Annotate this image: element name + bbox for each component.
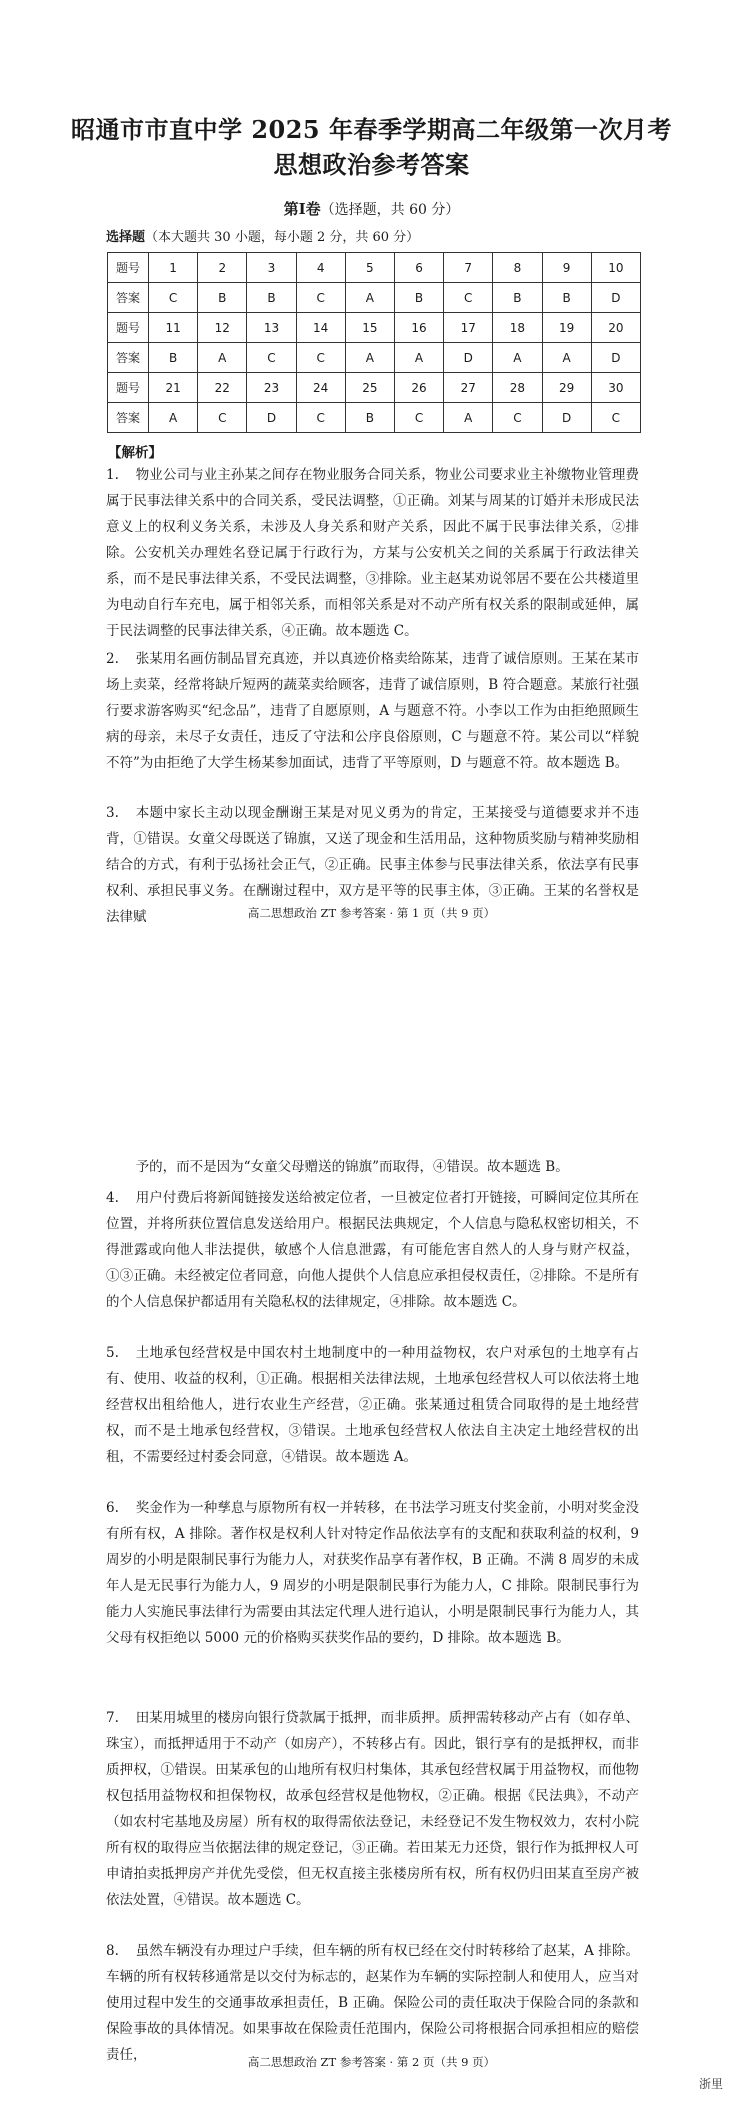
- analysis-label: 【解析】: [108, 445, 162, 461]
- answer-cell: C: [247, 343, 296, 373]
- page-footer-1: 高二思想政治 ZT 参考答案 · 第 1 页（共 9 页）: [247, 906, 496, 920]
- row-label-q: 题号: [108, 253, 149, 283]
- q-number: 5: [345, 253, 394, 283]
- answer-cell: A: [345, 343, 394, 373]
- analysis-item-8: [106, 1938, 639, 2068]
- analysis-item-2: [106, 646, 639, 776]
- answer-cell: B: [198, 283, 247, 313]
- answer-table: [107, 252, 641, 433]
- section-title-main: 第Ⅰ卷: [283, 200, 321, 218]
- answer-cell: B: [345, 403, 394, 433]
- item-text: 虽然车辆没有办理过户手续，但车辆的所有权已经在交付时转移给了赵某，A 排除。车辆的所有权转移通常是以交付为标志的，赵某作为车辆的实际控制人和使用人，应当对使用过程中发生的交通事故承担责任，B 正确。保险公司的责任取决于保险合同的条款和保险事故的具体情况。如果事故在保险责任范围内，保险公司将根据合同承担相应的赔偿责任，: [106, 1943, 639, 2063]
- item-number: 7.: [106, 1710, 119, 1726]
- item-text: 用户付费后将新闻链接发送给被定位者，一旦被定位者打开链接，可瞬间定位其所在位置，并将所获位置信息发送给用户。根据民法典规定，个人信息与隐私权密切相关，不得泄露或向他人非法提供，敏感个人信息泄露，有可能危害自然人的人身与财产权益，①③正确。未经被定位者同意，向他人提供个人信息应承担侵权责任，②排除。不是所有的个人信息保护都适用有关隐私权的法律规定，④排除。故本题选 C。: [106, 1190, 639, 1310]
- q-number: 24: [296, 373, 345, 403]
- answer-cell: A: [444, 403, 493, 433]
- row-label-q: 题号: [108, 373, 149, 403]
- row-label-a: 答案: [108, 403, 149, 433]
- item-text: 土地承包经营权是中国农村土地制度中的一种用益物权，农户对承包的土地享有占有、使用、收益的权利，①正确。根据相关法律法规，土地承包经营权人可以依法将土地经营权出租给他人，进行农业生产经营，②正确。张某通过租赁合同取得的是土地经营权，而不是土地承包经营权，③错误。土地承包经营权人依法自主决定土地经营权的出租，不需要经过村委会同意，④错误。故本题选 A。: [106, 1345, 639, 1465]
- doc-title-line2: 思想政治参考答案: [273, 150, 470, 179]
- doc-title-line1: 昭通市市直中学 2025 年春季学期高二年级第一次月考: [70, 115, 672, 144]
- section-title: [0, 198, 743, 219]
- answer-cell: A: [394, 343, 443, 373]
- q-number: 8: [493, 253, 542, 283]
- page-footer-2: 高二思想政治 ZT 参考答案 · 第 2 页（共 9 页）: [247, 2055, 496, 2069]
- q-number: 20: [591, 313, 640, 343]
- q-number: 3: [247, 253, 296, 283]
- q-number: 30: [591, 373, 640, 403]
- corner-watermark: 浙里: [698, 2077, 723, 2091]
- answer-cell: D: [591, 343, 640, 373]
- q-number: 16: [394, 313, 443, 343]
- item-text: 物业公司与业主孙某之间存在物业服务合同关系，物业公司要求业主补缴物业管理费属于民事法律关系中的合同关系，受民法调整，①正确。刘某与周某的订婚并未形成民法意义上的权利义务关系，未涉及人身关系和财产关系，因此不属于民事法律关系，②排除。公安机关办理姓名登记属于行政行为，方某与公安机关之间的关系属于行政法律关系，而不是民事法律关系，不受民法调整，③排除。业主赵某劝说邻居不要在公共楼道里为电动自行车充电，属于相邻关系，而相邻关系是对不动产所有权关系的限制或延伸，属于民法调整的民事法律关系，④正确。故本题选 C。: [106, 467, 639, 639]
- analysis-item-4: [106, 1185, 639, 1315]
- row-label-a: 答案: [108, 283, 149, 313]
- q-number: 11: [149, 313, 198, 343]
- q-number: 14: [296, 313, 345, 343]
- table-row: [108, 283, 641, 313]
- q-number: 22: [198, 373, 247, 403]
- q-number: 6: [394, 253, 443, 283]
- section-title-paren: （选择题，共 60 分）: [320, 202, 460, 218]
- answer-cell: D: [247, 403, 296, 433]
- analysis-item-6: [106, 1495, 639, 1651]
- answer-cell: A: [149, 403, 198, 433]
- item-number: 5.: [106, 1345, 119, 1361]
- answer-cell: C: [444, 283, 493, 313]
- q-number: 19: [542, 313, 591, 343]
- answer-cell: B: [542, 283, 591, 313]
- item-number: 4.: [106, 1190, 119, 1206]
- answer-cell: B: [247, 283, 296, 313]
- q-number: 28: [493, 373, 542, 403]
- answer-cell: B: [149, 343, 198, 373]
- answer-cell: C: [296, 403, 345, 433]
- answer-cell: C: [296, 283, 345, 313]
- q-number: 21: [149, 373, 198, 403]
- q-number: 23: [247, 373, 296, 403]
- answer-cell: A: [345, 283, 394, 313]
- q-number: 26: [394, 373, 443, 403]
- choice-desc: （本大题共 30 小题，每小题 2 分，共 60 分）: [145, 230, 420, 245]
- item-text: 奖金作为一种孳息与原物所有权一并转移，在书法学习班支付奖金前，小明对奖金没有所有权，A 排除。著作权是权利人针对特定作品依法享有的支配和获取利益的权利，9 周岁的小明是限制民事行为能力人，对获奖作品享有著作权，B 正确。不满 8 周岁的未成年人是无民事行为能力人，9 周岁的小明是限制民事行为能力人，C 排除。限制民事行为能力人实施民事法律行为需要由其法定代理人进行追认，小明是限制民事行为能力人，其父母有权拒绝以 5000 元的价格购买获奖作品的要约，D 排除。故本题选 B。: [106, 1500, 639, 1646]
- q-number: 27: [444, 373, 493, 403]
- q-number: 1: [149, 253, 198, 283]
- q-number: 17: [444, 313, 493, 343]
- answer-cell: A: [542, 343, 591, 373]
- item-text: 予的，而不是因为“女童父母赠送的锦旗”而取得，④错误。故本题选 B。: [135, 1159, 569, 1175]
- item-number: 3.: [106, 805, 119, 821]
- analysis-item-3-continued: [106, 1154, 639, 1180]
- analysis-item-5: [106, 1340, 639, 1470]
- item-number: 2.: [106, 651, 119, 667]
- q-number: 25: [345, 373, 394, 403]
- item-text: 张某用名画仿制品冒充真迹，并以真迹价格卖给陈某，违背了诚信原则。王某在某市场上卖菜，经常将缺斤短两的蔬菜卖给顾客，违背了诚信原则，B 符合题意。某旅行社强行要求游客购买“纪念品”，违背了自愿原则，A 与题意不符。小李以工作为由拒绝照顾生病的母亲，未尽子女责任，违反了守法和公序良俗原则，C 与题意不符。某公司以“样貌不符”为由拒绝了大学生杨某参加面试，违背了平等原则，D 与题意不符。故本题选 B。: [106, 651, 639, 771]
- choice-label: 选择题: [106, 230, 146, 245]
- answer-cell: D: [444, 343, 493, 373]
- table-row: [108, 373, 641, 403]
- answer-cell: D: [542, 403, 591, 433]
- q-number: 10: [591, 253, 640, 283]
- q-number: 9: [542, 253, 591, 283]
- answer-cell: C: [394, 403, 443, 433]
- answer-cell: B: [394, 283, 443, 313]
- q-number: 12: [198, 313, 247, 343]
- table-row: [108, 253, 641, 283]
- item-number: 8.: [106, 1943, 119, 1959]
- q-number: 13: [247, 313, 296, 343]
- item-text: 本题中家长主动以现金酬谢王某是对见义勇为的肯定，王某接受与道德要求并不违背，①错误。女童父母既送了锦旗，又送了现金和生活用品，这种物质奖励与精神奖励相结合的方式，有利于弘扬社会正气，②正确。民事主体参与民事法律关系，依法享有民事权利、承担民事义务。在酬谢过程中，双方是平等的民事主体，③正确。王某的名誉权是法律赋: [106, 805, 639, 925]
- q-number: 29: [542, 373, 591, 403]
- q-number: 15: [345, 313, 394, 343]
- row-label-a: 答案: [108, 343, 149, 373]
- q-number: 7: [444, 253, 493, 283]
- item-text: 田某用城里的楼房向银行贷款属于抵押，而非质押。质押需转移动产占有（如存单、珠宝），而抵押适用于不动产（如房产），不转移占有。因此，银行享有的是抵押权，而非质押权，①错误。田某承包的山地所有权归村集体，其承包经营权属于用益物权，而他物权包括用益物权和担保物权，故承包经营权是他物权，②正确。根据《民法典》，不动产（如农村宅基地及房屋）所有权的取得需依法登记，未经登记不发生物权效力，农村小院所有权的取得应当依据法律的规定登记，③正确。若田某无力还贷，银行作为抵押权人可申请拍卖抵押房产并优先受偿，但无权直接主张楼房所有权，所有权仍归田某直至房产被依法处置，④错误。故本题选 C。: [106, 1710, 639, 1908]
- item-number: 1.: [106, 467, 119, 483]
- analysis-item-1: [106, 462, 639, 644]
- answer-cell: C: [493, 403, 542, 433]
- answer-cell: C: [198, 403, 247, 433]
- choice-section-line: [106, 226, 419, 245]
- table-row: [108, 313, 641, 343]
- page-1: [0, 0, 743, 935]
- answer-cell: D: [591, 283, 640, 313]
- page-2: [0, 1130, 743, 2104]
- q-number: 2: [198, 253, 247, 283]
- item-number: 6.: [106, 1500, 119, 1516]
- row-label-q: 题号: [108, 313, 149, 343]
- table-row: [108, 343, 641, 373]
- table-row: [108, 403, 641, 433]
- analysis-item-7: [106, 1705, 639, 1913]
- answer-cell: B: [493, 283, 542, 313]
- answer-cell: C: [591, 403, 640, 433]
- q-number: 18: [493, 313, 542, 343]
- q-number: 4: [296, 253, 345, 283]
- answer-cell: C: [149, 283, 198, 313]
- answer-cell: A: [198, 343, 247, 373]
- answer-cell: A: [493, 343, 542, 373]
- answer-cell: C: [296, 343, 345, 373]
